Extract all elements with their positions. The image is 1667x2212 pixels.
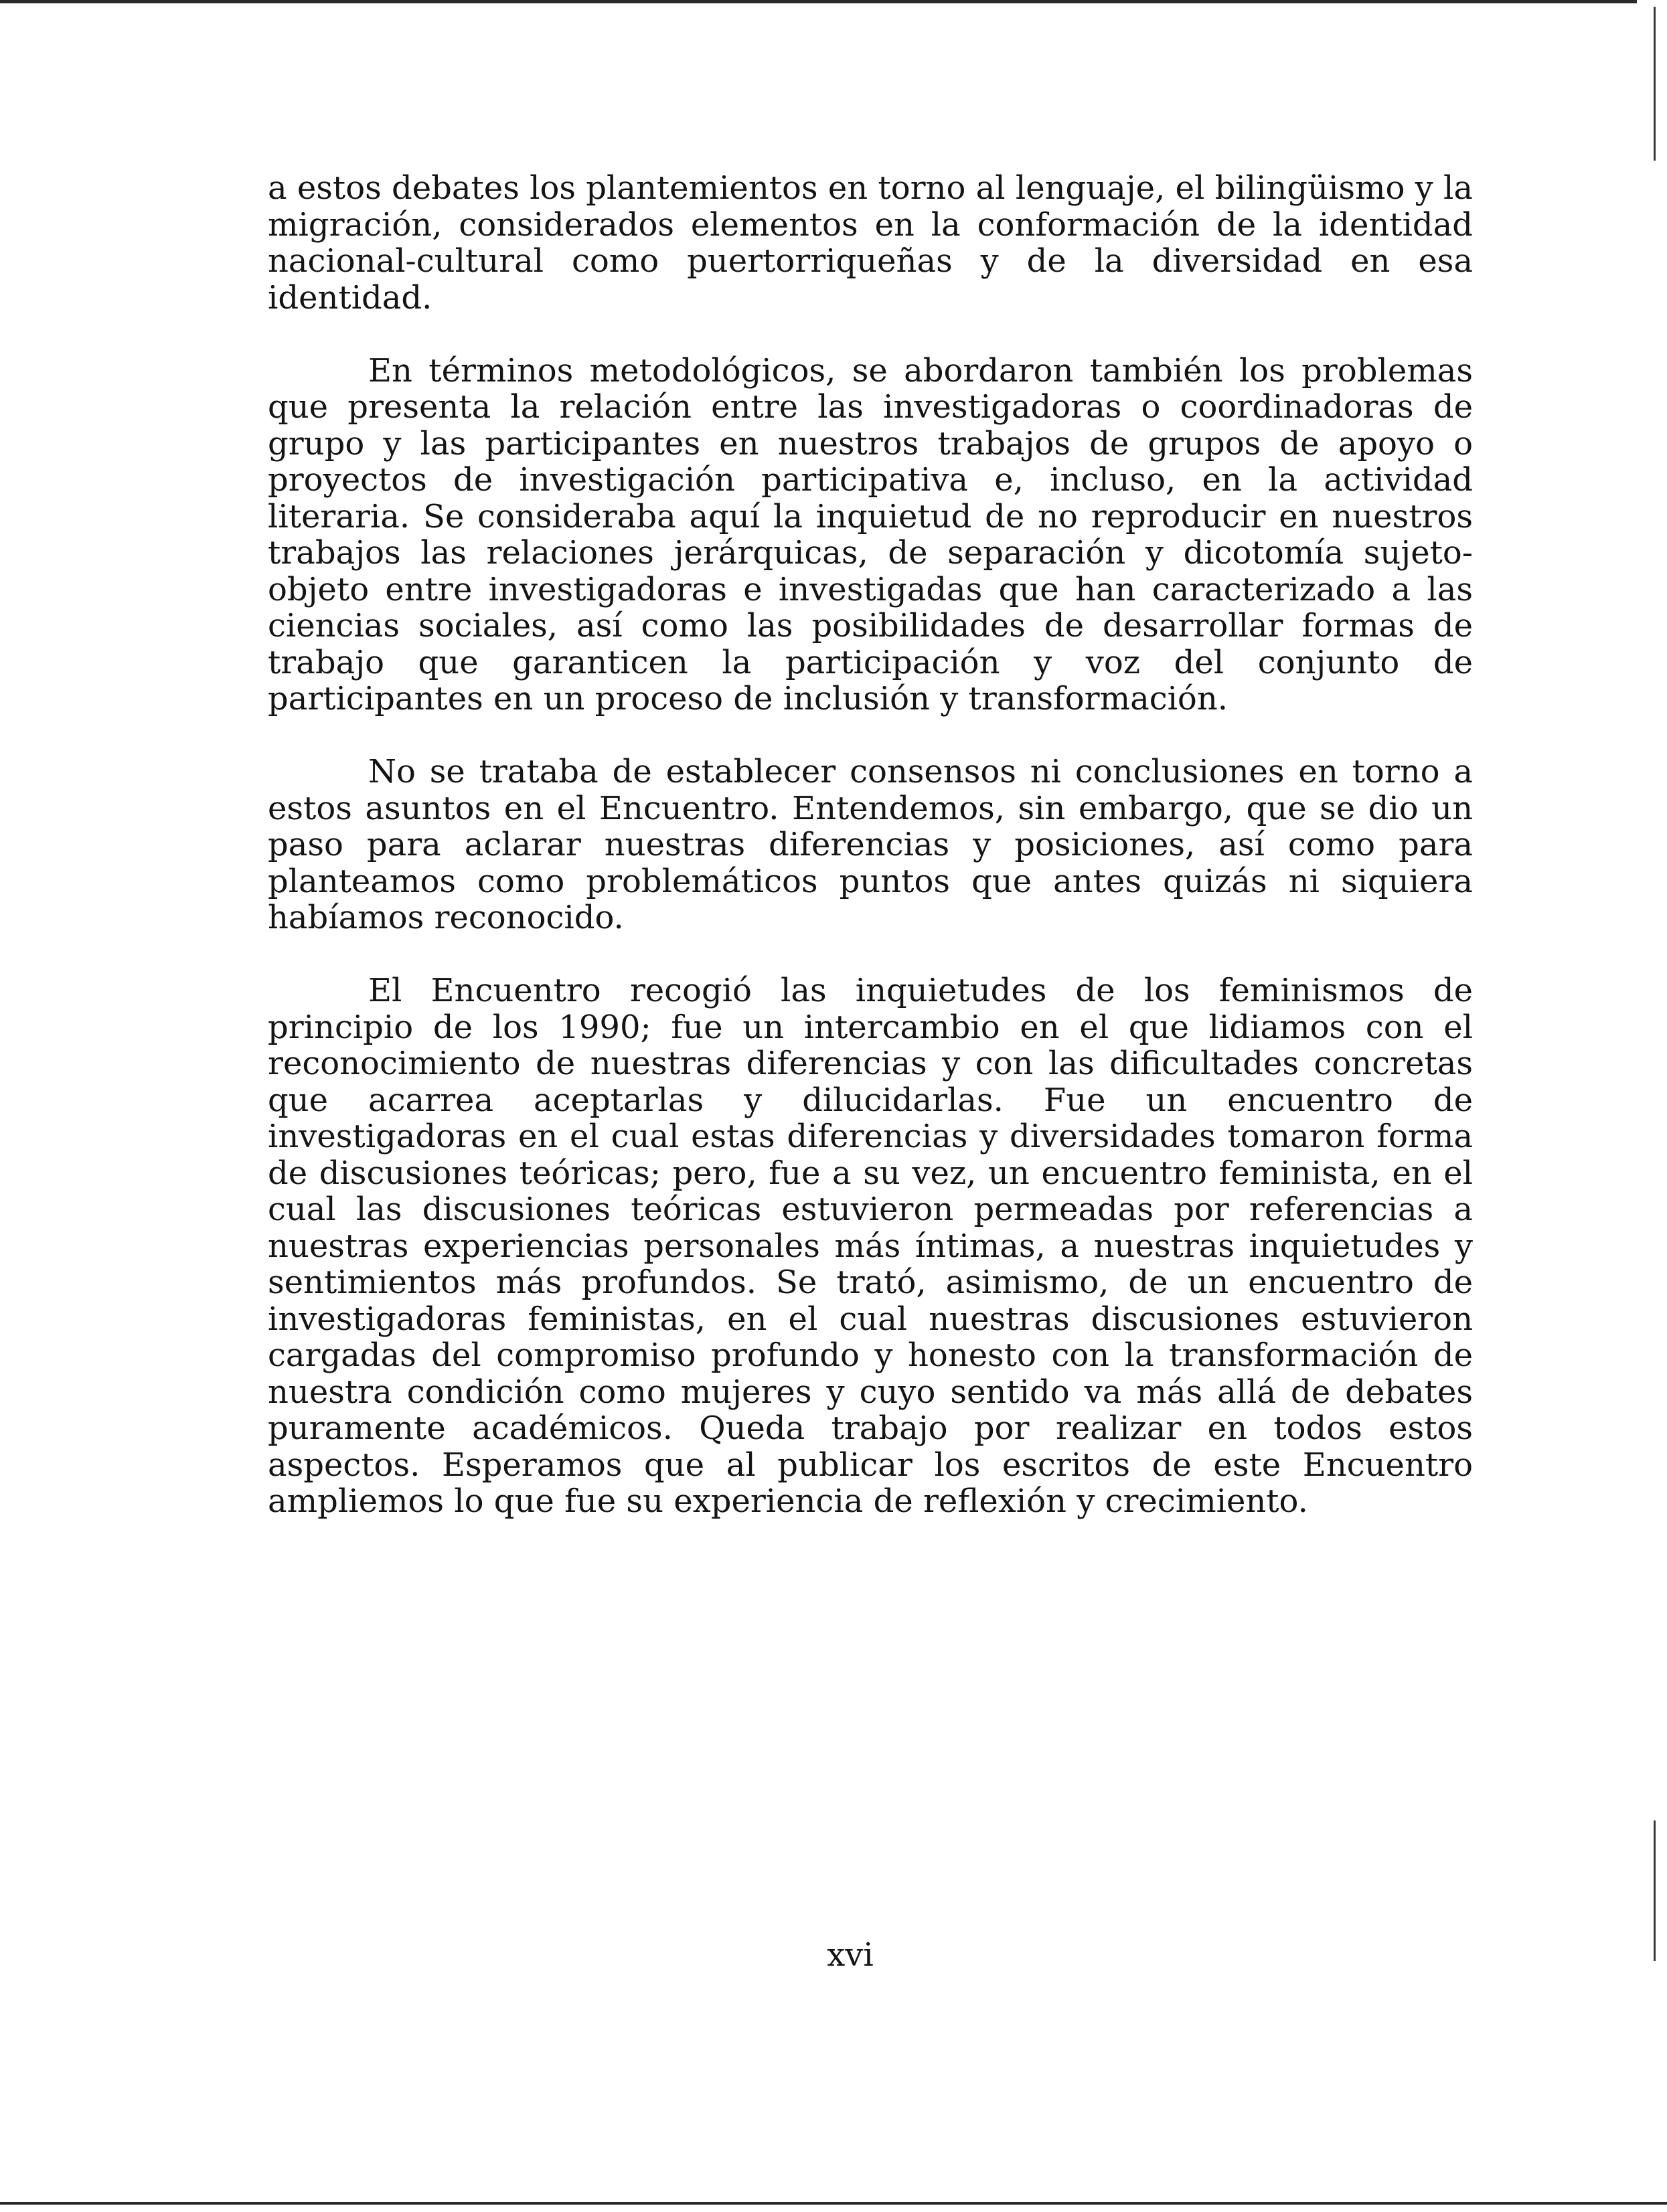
bottom-border-line [0, 2202, 1667, 2205]
page-number: xvi [827, 1936, 874, 1974]
paragraph-1: a estos debates los plantemientos en torno al lenguaje, el bilingüismo y la migración, considerados elementos en la conformación de la identidad nacional-cultural como puertorriqueñas y de la diversidad en esa identidad. [268, 169, 1473, 317]
right-margin-mark-upper [1654, 7, 1656, 161]
paragraph-3: No se trataba de establecer consensos ni conclusiones en torno a estos asuntos en el Encuentro. Entendemos, sin embargo, que se dio un paso para aclarar nuestras diferencias y posiciones, así como para planteamos como problemáticos puntos que antes quizás ni siquiera habíamos reconocido. [268, 753, 1473, 936]
top-border-line [0, 0, 1637, 3]
right-margin-mark-lower [1654, 1820, 1656, 1961]
body-text [268, 170, 1473, 1556]
paragraph-2: En términos metodológicos, se abordaron también los problemas que presenta la relación entre las investigadoras o coordinadoras de grupo y las participantes en nuestros trabajos de grupos de apoyo o proyectos de investigación participativa e, incluso, en la actividad literaria. Se consideraba aquí la inquietud de no reproducir en nuestros trabajos las relaciones jerárquicas, de separación y dicotomía sujeto-objeto entre investigadoras e investigadas que han caracterizado a las ciencias sociales, así como las posibilidades de desarrollar formas de trabajo que garanticen la participación y voz del conjunto de participantes en un proceso de inclusión y transformación. [268, 351, 1473, 717]
paragraph-4: El Encuentro recogió las inquietudes de los feminismos de principio de los 1990; fue un intercambio en el que lidiamos con el reconocimiento de nuestras diferencias y con las dificultades concretas que acarrea aceptarlas y dilucidarlas. Fue un encuentro de investigadoras en el cual estas diferencias y diversidades tomaron forma de discusiones teóricas; pero, fue a su vez, un encuentro feminista, en el cual las discusiones teóricas estuvieron permeadas por referencias a nuestras experiencias personales más íntimas, a nuestras inquietudes y sentimientos más profundos. Se trató, asimismo, de un encuentro de investigadoras feministas, en el cual nuestras discusiones estuvieron cargadas del compromiso profundo y honesto con la transformación de nuestra condición como mujeres y cuyo sentido va más allá de debates puramente académicos. Queda trabajo por realizar en todos estos aspectos. Esperamos que al publicar los escritos de este Encuentro ampliemos lo que fue su experiencia de reflexión y crecimiento. [268, 972, 1473, 1520]
